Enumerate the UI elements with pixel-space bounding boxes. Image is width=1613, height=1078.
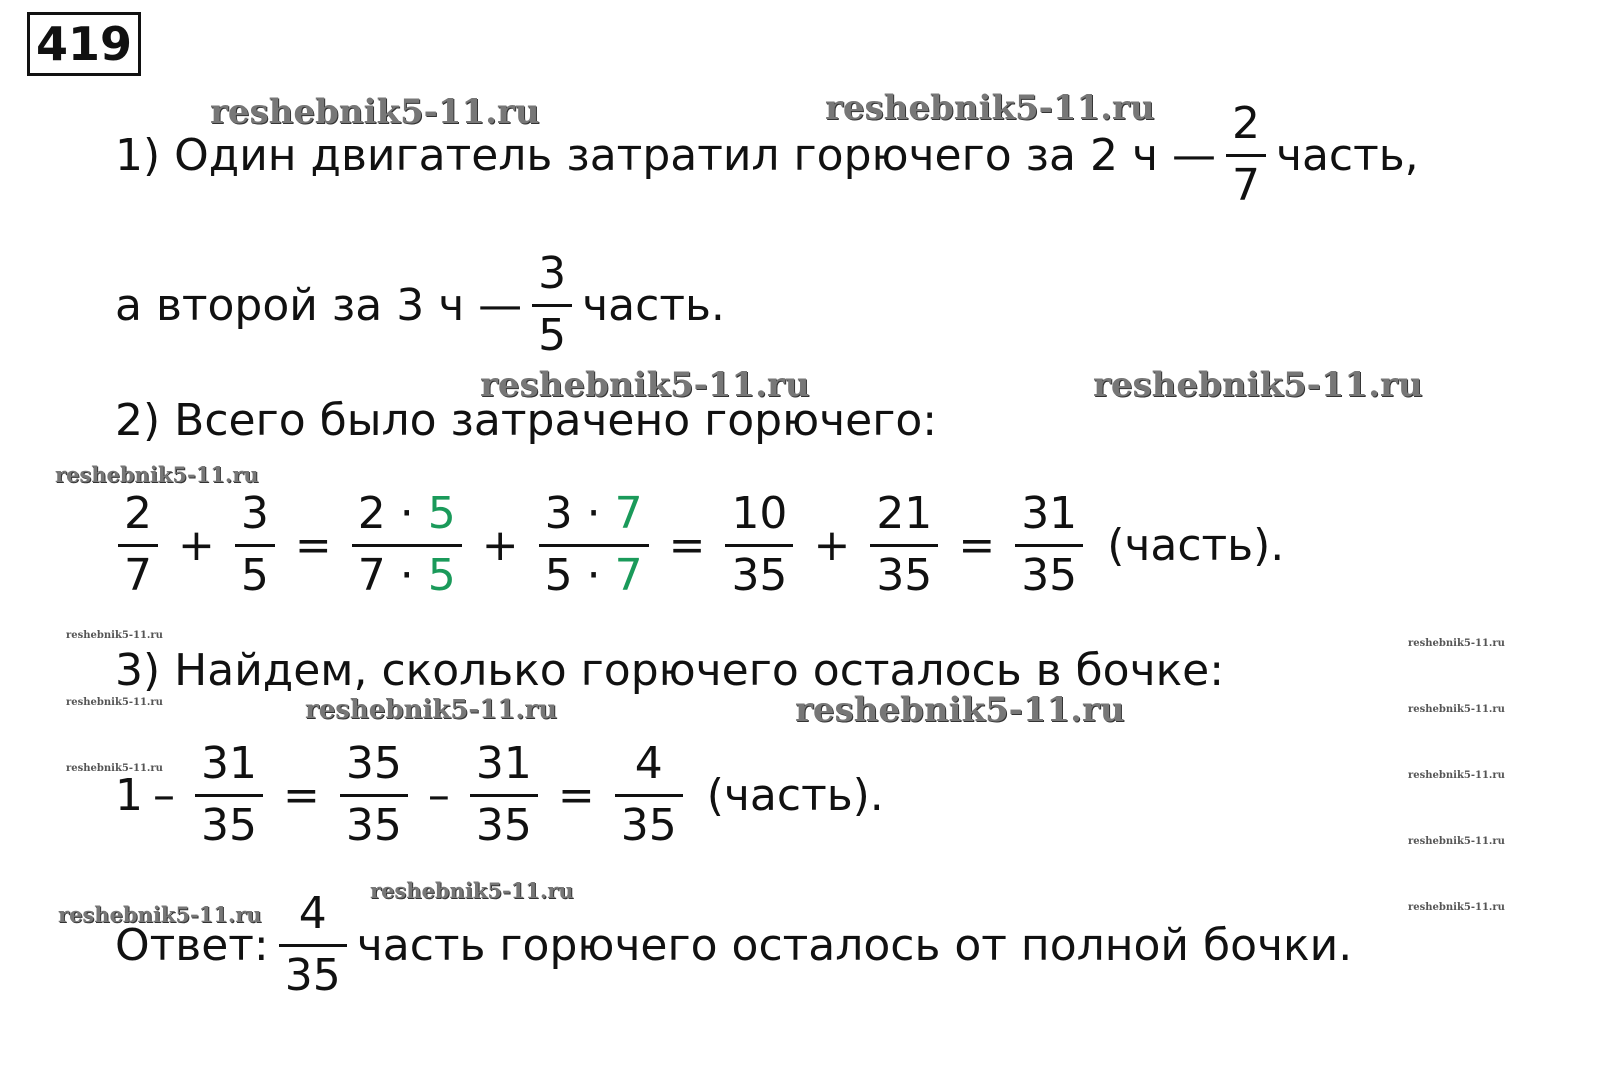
fraction-bar	[235, 544, 275, 547]
watermark: reshebnik5-11.ru	[66, 763, 163, 774]
fraction-numerator: 3	[538, 248, 567, 300]
fraction-denominator: 35	[475, 799, 532, 851]
fraction-numerator: 31	[1021, 488, 1078, 540]
fraction-bar	[1226, 154, 1266, 157]
watermark: reshebnik5-11.ru	[370, 878, 574, 903]
fraction-bar	[195, 794, 263, 797]
plus-sign: +	[813, 519, 851, 571]
equals-sign: =	[283, 769, 320, 821]
watermark: reshebnik5-11.ru	[1408, 836, 1505, 847]
equals-sign: =	[294, 519, 332, 571]
eq1-suffix: (часть).	[1107, 519, 1285, 571]
fraction-numerator: 3	[240, 488, 269, 540]
watermark: reshebnik5-11.ru	[1408, 704, 1505, 715]
fraction-bar	[1015, 544, 1083, 547]
fraction-denominator	[352, 549, 462, 601]
fraction-bar	[870, 544, 938, 547]
fraction-denominator: 35	[620, 799, 677, 851]
eq1-fraction-4	[539, 488, 649, 601]
fraction-bar	[352, 544, 462, 547]
eq1-fraction-3	[352, 488, 462, 601]
sum-equation	[108, 485, 1284, 605]
fraction-bar	[539, 544, 649, 547]
fraction-denominator: 5	[240, 549, 269, 601]
eq2-fraction-3	[470, 738, 538, 851]
watermark: reshebnik5-11.ru	[825, 88, 1155, 128]
fraction-denominator: 35	[201, 799, 257, 851]
fraction-numerator: 21	[876, 488, 933, 540]
extra-factor: 5	[427, 488, 456, 540]
numerator-base: 3 ·	[544, 488, 601, 540]
watermark: reshebnik5-11.ru	[795, 690, 1125, 730]
fraction-bar	[118, 544, 158, 547]
fraction-numerator	[352, 488, 462, 540]
fraction-denominator: 35	[876, 549, 933, 601]
step1-text-end: часть,	[1275, 129, 1419, 181]
step1b-fraction	[532, 248, 572, 361]
fraction-bar	[615, 794, 683, 797]
answer-label: Ответ:	[115, 919, 269, 971]
eq1-fraction-7	[1015, 488, 1083, 601]
fraction-numerator: 31	[201, 738, 257, 790]
watermark: reshebnik5-11.ru	[1408, 902, 1505, 913]
fraction-denominator: 35	[1021, 549, 1078, 601]
extra-factor: 5	[427, 549, 456, 601]
step1b-text: а второй за 3 ч —	[115, 279, 523, 331]
watermark: reshebnik5-11.ru	[480, 365, 810, 405]
watermark: reshebnik5-11.ru	[66, 697, 163, 708]
step2-text: 2) Всего было затрачено горючего:	[115, 394, 938, 446]
fraction-numerator: 4	[634, 738, 663, 790]
eq1-fraction-5	[725, 488, 793, 601]
minus-sign: –	[153, 769, 175, 821]
fraction-denominator: 35	[284, 949, 341, 1001]
step1b-line	[115, 245, 725, 365]
fraction-denominator: 7	[1231, 159, 1260, 211]
watermark: reshebnik5-11.ru	[1093, 365, 1423, 405]
fraction-numerator: 35	[345, 738, 402, 790]
watermark: reshebnik5-11.ru	[66, 630, 163, 641]
fraction-bar	[470, 794, 538, 797]
eq2-fraction-4	[615, 738, 683, 851]
eq1-fraction-6	[870, 488, 938, 601]
fraction-numerator: 10	[731, 488, 788, 540]
fraction-numerator: 31	[475, 738, 532, 790]
fraction-bar	[725, 544, 793, 547]
fraction-numerator	[539, 488, 649, 540]
fraction-denominator	[539, 549, 649, 601]
denominator-base: 7 ·	[357, 549, 414, 601]
fraction-bar	[279, 944, 347, 947]
fraction-bar	[532, 304, 572, 307]
eq1-fraction-1	[118, 488, 158, 601]
watermark: reshebnik5-11.ru	[58, 902, 262, 927]
watermark: reshebnik5-11.ru	[305, 695, 558, 725]
equals-sign: =	[958, 519, 996, 571]
numerator-base: 2 ·	[357, 488, 414, 540]
plus-sign: +	[481, 519, 519, 571]
answer-line	[115, 885, 1352, 1005]
problem-number: 419	[27, 12, 141, 76]
fraction-denominator: 5	[538, 309, 567, 361]
plus-sign: +	[178, 519, 215, 571]
fraction-numerator: 4	[298, 888, 327, 940]
extra-factor: 7	[614, 549, 643, 601]
fraction-denominator: 35	[345, 799, 402, 851]
one-value: 1	[115, 769, 143, 821]
fraction-bar	[340, 794, 408, 797]
fraction-denominator: 7	[124, 549, 152, 601]
step1-text: 1) Один двигатель затратил горючего за 2 ч —	[115, 129, 1216, 181]
extra-factor: 7	[614, 488, 643, 540]
eq2-fraction-2	[340, 738, 408, 851]
watermark: reshebnik5-11.ru	[210, 92, 540, 132]
eq2-fraction-1	[195, 738, 263, 851]
watermark: reshebnik5-11.ru	[1408, 638, 1505, 649]
equals-sign: =	[557, 769, 595, 821]
eq1-fraction-2	[235, 488, 275, 601]
fraction-denominator: 35	[731, 549, 788, 601]
watermark: reshebnik5-11.ru	[1408, 770, 1505, 781]
watermark: reshebnik5-11.ru	[55, 462, 259, 487]
fraction-numerator: 2	[124, 488, 152, 540]
difference-equation	[115, 735, 884, 855]
minus-sign: –	[427, 769, 450, 821]
eq2-suffix: (часть).	[706, 769, 884, 821]
step1b-text-end: часть.	[582, 279, 725, 331]
answer-text: часть горючего осталось от полной бочки.	[356, 919, 1353, 971]
step3-text: 3) Найдем, сколько горючего осталось в бочке:	[115, 644, 1225, 696]
fraction-numerator: 2	[1231, 98, 1260, 150]
answer-fraction	[279, 888, 347, 1001]
step1-fraction	[1226, 98, 1266, 211]
equals-sign: =	[668, 519, 706, 571]
denominator-base: 5 ·	[544, 549, 601, 601]
